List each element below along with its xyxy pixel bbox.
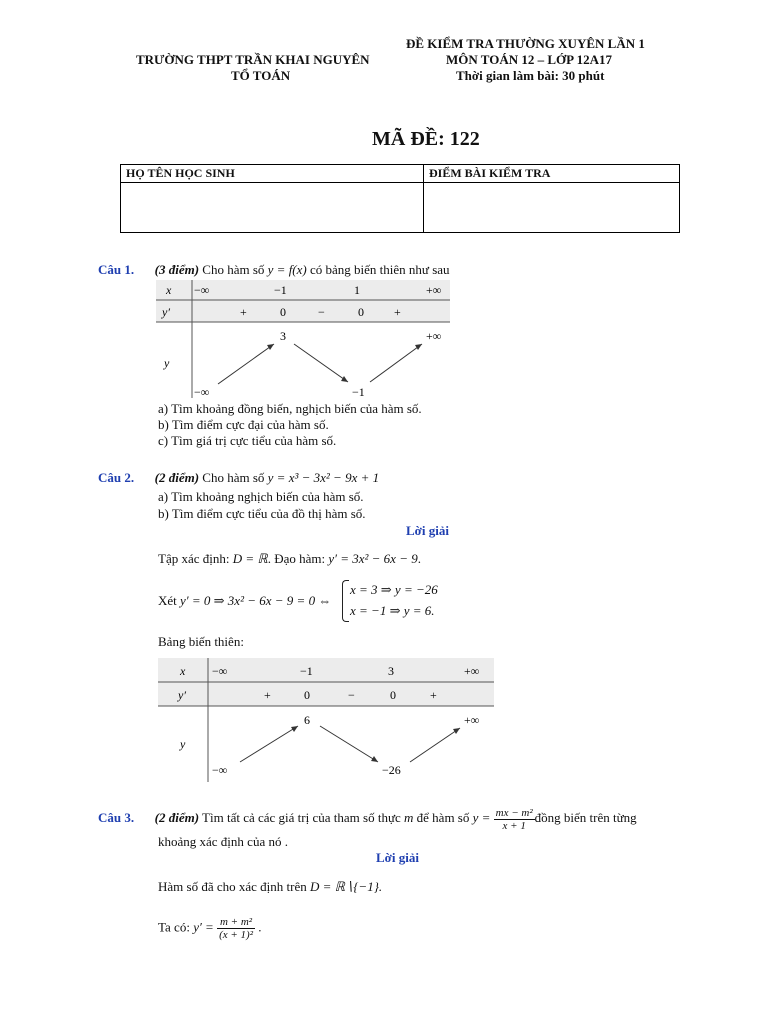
question-3-fn-numerator: mx − m² <box>495 806 533 819</box>
student-info-table <box>120 164 680 233</box>
q3-deriv-denominator: (x + 1)² <box>219 929 254 941</box>
variation-table-1 <box>156 280 456 400</box>
vt2-y-plusinf: +∞ <box>464 713 480 727</box>
student-name-header: HỌ TÊN HỌC SINH <box>121 165 424 183</box>
vt2-row-x: x <box>180 664 186 678</box>
question-3 <box>98 805 637 832</box>
q3-deriv-label: Ta có: <box>158 919 190 935</box>
vt1-arrow-down <box>294 344 348 382</box>
vt1-sign3: 0 <box>358 305 364 319</box>
question-3-fn-denominator: x + 1 <box>502 819 526 832</box>
q3-deriv-lhs: y′ = <box>193 919 214 935</box>
vt1-sign1: 0 <box>280 305 286 319</box>
vt1-x1: −1 <box>274 283 287 297</box>
subject-line: MÔN TOÁN 12 – LỚP 12A17 <box>446 52 613 67</box>
duration-line: Thời gian làm bài: 30 phút <box>456 68 605 83</box>
question-3-param: m <box>404 810 414 825</box>
question-3-text-d: khoảng xác định của nó . <box>158 834 288 849</box>
question-3-fn-lhs: y = <box>472 810 491 825</box>
question-1-points: (3 điểm) <box>154 262 200 277</box>
q3-domain-line <box>158 879 382 895</box>
vt2-arrow-up-1 <box>240 726 298 762</box>
question-3-fraction <box>494 807 535 832</box>
question-2 <box>98 470 379 486</box>
q2-part-a: a) Tìm khoảng nghịch biến của hàm số. <box>158 489 364 504</box>
vt1-row-y: y <box>164 356 170 370</box>
score-header: ĐIỂM BÀI KIỂM TRA <box>424 165 680 183</box>
question-2-label: Câu 2. <box>98 470 135 485</box>
q1-part-b: b) Tìm điểm cực đại của hàm số. <box>158 417 329 432</box>
question-2-text-a: Cho hàm số <box>202 470 265 485</box>
question-3-points: (2 điểm) <box>154 810 200 825</box>
q2-case-2: x = −1 ⇒ y = 6. <box>350 603 435 618</box>
q3-deriv-numerator: m + m² <box>217 916 255 929</box>
q3-deriv-line: Ta có: y′ = $\frac{\text{m + m²}}{\text{(x + 1)²}}$ . <box>158 916 262 941</box>
vt2-sign4: + <box>430 688 437 702</box>
vt1-sign0: + <box>240 305 247 319</box>
vt2-arrowhead-1 <box>291 726 298 732</box>
q2-domain-line: Tập xác định: D = ℝ. Đạo hàm: y′ = 3x² − 6x − 9. <box>158 551 421 566</box>
vt1-arrow-up-1 <box>218 344 274 384</box>
vt1-y-max: 3 <box>280 329 286 343</box>
department-name: TỔ TOÁN <box>231 68 291 83</box>
question-2-points: (2 điểm) <box>154 470 200 485</box>
vt2-arrow-down <box>320 726 378 762</box>
q2-solve-label: Xét <box>158 593 177 608</box>
score-cell[interactable] <box>424 183 680 233</box>
vt2-sign1: 0 <box>304 688 310 702</box>
q2-solve-line <box>158 593 331 609</box>
vt1-arrowhead-1 <box>267 344 274 350</box>
vt2-row-y: y <box>180 737 186 751</box>
school-name: TRƯỜNG THPT TRẦN KHAI NGUYÊN <box>136 52 370 67</box>
question-2-formula: y = x³ − 3x² − 9x + 1 <box>267 470 380 485</box>
vt2-sign3: 0 <box>390 688 396 702</box>
vt1-y-minusinf: −∞ <box>194 385 210 399</box>
question-3-text-b: để hàm số <box>416 810 470 825</box>
q2-solve-formula: y′ = 0 ⇒ 3x² − 6x − 9 = 0 ⇔ <box>180 593 332 608</box>
vt1-sign4: + <box>394 305 401 319</box>
vt1-sign2: − <box>318 305 325 319</box>
q2-solution-title: Lời giải <box>406 523 449 538</box>
vt2-sign0: + <box>264 688 271 702</box>
vt1-arrowhead-2 <box>341 376 348 382</box>
vt2-x1: −1 <box>300 664 313 678</box>
question-3-label: Câu 3. <box>98 810 135 825</box>
vt2-y-min: −26 <box>382 763 401 777</box>
q1-part-c: c) Tìm giá trị cực tiểu của hàm số. <box>158 433 337 448</box>
vt2-sign2: − <box>348 688 355 702</box>
vt1-x3: +∞ <box>426 283 442 297</box>
q3-domain-label: Hàm số đã cho xác định trên <box>158 879 307 894</box>
vt2-y-max: 6 <box>304 713 310 727</box>
q2-domain-label: Tập xác định: <box>158 551 230 566</box>
vt1-x0: −∞ <box>194 283 210 297</box>
question-3-text-a: Tìm tất cả các giá trị của tham số thực <box>202 810 401 825</box>
q3-deriv-fraction <box>217 916 255 941</box>
q2-part-b: b) Tìm điểm cực tiểu của đồ thị hàm số. <box>158 506 366 521</box>
q3-domain-formula: D = ℝ∖{−1}. <box>309 879 383 894</box>
vt1-arrowhead-3 <box>415 344 422 350</box>
vt2-arrowhead-2 <box>371 756 378 762</box>
vt1-arrow-up-2 <box>370 344 422 382</box>
vt1-row-x: x <box>166 283 172 297</box>
question-1-formula: y = f(x) <box>267 262 307 277</box>
vt2-x0: −∞ <box>212 664 228 678</box>
vt2-row-yp: y′ <box>178 688 186 702</box>
q2-case-brace <box>342 580 349 622</box>
q3-solution-title: Lời giải <box>376 850 419 865</box>
q2-domain-formula: D = ℝ <box>232 551 268 566</box>
q1-part-a: a) Tìm khoảng đồng biến, nghịch biến của hàm số. <box>158 401 422 416</box>
question-1-label: Câu 1. <box>98 262 135 277</box>
vt2-x3: +∞ <box>464 664 480 678</box>
question-3-text-c: đồng biến trên từng <box>534 810 637 825</box>
vt1-x2: 1 <box>354 283 360 297</box>
q2-deriv-label: . Đạo hàm: <box>267 551 326 566</box>
q2-case-1: x = 3 ⇒ y = −26 <box>350 582 438 597</box>
student-name-cell[interactable] <box>121 183 424 233</box>
variation-table-2 <box>158 658 498 784</box>
question-1 <box>98 262 450 278</box>
vt1-row-yp: y′ <box>162 305 170 319</box>
question-1-text-a: Cho hàm số <box>202 262 265 277</box>
exam-code: MÃ ĐỀ: 122 <box>372 128 480 150</box>
exam-title: ĐỀ KIỂM TRA THƯỜNG XUYÊN LẦN 1 <box>406 36 645 51</box>
vt2-y-minusinf: −∞ <box>212 763 228 777</box>
question-1-text-b: có bảng biến thiên như sau <box>310 262 450 277</box>
q2-table-label: Bảng biến thiên: <box>158 634 244 649</box>
vt1-y-min: −1 <box>352 385 365 399</box>
vt2-arrowhead-3 <box>453 728 460 734</box>
vt1-y-plusinf: +∞ <box>426 329 442 343</box>
vt2-arrow-up-2 <box>410 728 460 762</box>
vt2-x2: 3 <box>388 664 394 678</box>
q2-deriv-formula: y′ = 3x² − 6x − 9 <box>328 551 418 566</box>
